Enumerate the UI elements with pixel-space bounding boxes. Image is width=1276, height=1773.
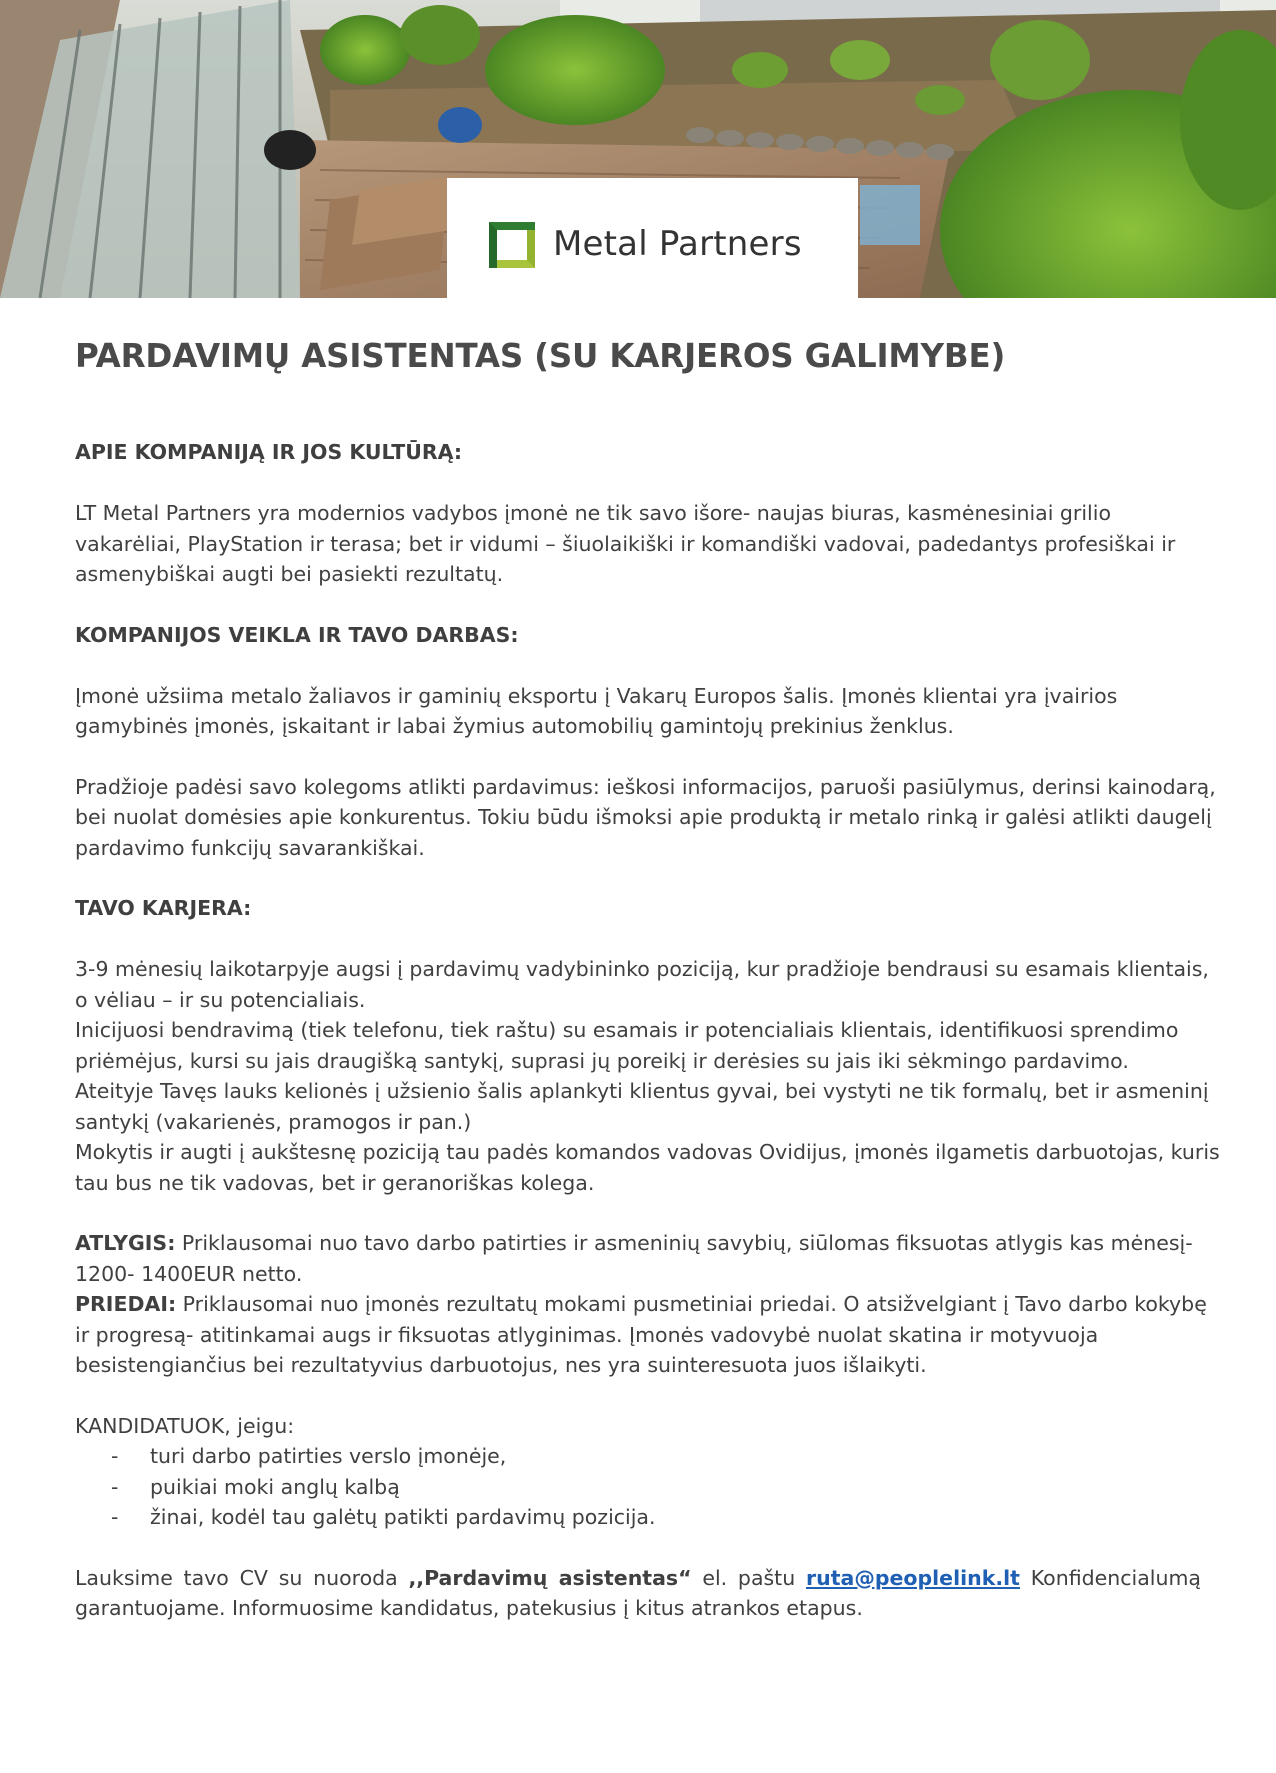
text-line: Ateityje Tavęs lauks kelionės į užsienio šalis aplankyti klientus gyvai, bei vystyti ne tik formalų, bet ir asmeninį (75, 1079, 1209, 1103)
list-item-text: žinai, kodėl tau galėtų patikti pardavimų pozicija. (150, 1505, 656, 1529)
text-line: 1200- 1400EUR netto. (75, 1261, 303, 1286)
header-banner (0, 0, 1276, 298)
text-line: Pradžioje padėsi savo kolegoms atlikti pardavimus: ieškosi informacijos, paruoši pasiūlymus, derinsi kainodarą, (75, 774, 1216, 799)
salary-line (75, 1228, 1201, 1259)
page-title: PARDAVIMŲ ASISTENTAS (SU KARJEROS GALIMYBE) (75, 337, 1006, 375)
list-item-text: puikiai moki anglų kalbą (150, 1474, 400, 1499)
text-line: bei nuolat domėsies apie konkurentus. Tokiu būdu išmoksi apie produktą ir metalo rinką ir galėsi atlikti daugelį (75, 805, 1212, 829)
requirements-list (75, 1441, 1201, 1533)
closing-line-1 (75, 1563, 1201, 1594)
text-line: ir progresą- atitinkamai augs ir fiksuotas atlyginimas. Įmonės vadovybė nuolat skatina ir motyvuoja (75, 1322, 1099, 1347)
career-paragraph (75, 954, 1220, 1198)
text-line: tau bus ne tik vadovas, bet ir geranoriškas kolega. (75, 1170, 595, 1195)
list-item (75, 1472, 1201, 1503)
section-heading-activity: KOMPANIJOS VEIKLA IR TAVO DARBAS: (75, 622, 519, 647)
bullet-dash: - (111, 1444, 119, 1468)
salary-label: ATLYGIS: (75, 1231, 176, 1255)
closing-paragraph (75, 1563, 1201, 1624)
list-item (75, 1441, 1201, 1472)
email-link[interactable]: ruta@peoplelink.lt (805, 1565, 1020, 1590)
closing-text: Konfidencialumą (1019, 1565, 1201, 1590)
text-line: 3-9 mėnesių laikotarpyje augsi į pardavimų vadybininko poziciją, kur pradžioje bendrausi su esamais klientais, (75, 957, 1209, 981)
apply-intro: KANDIDATUOK, jeigu: (75, 1413, 295, 1438)
text-line: santykį (vakarienės, pramogos ir pan.) (75, 1109, 472, 1134)
bullet-dash: - (111, 1474, 119, 1499)
text-line: Inicijuosi bendravimą (tiek telefonu, tiek raštu) su esamais ir potencialiais klientais, identifikuosi sprendimo (75, 1018, 1179, 1042)
text-line: garantuojame. Informuosime kandidatus, patekusius į kitus atrankos etapus. (75, 1596, 863, 1620)
section-heading-career: TAVO KARJERA: (75, 896, 252, 920)
position-reference: ,,Pardavimų asistentas“ (408, 1565, 692, 1590)
salary-text: Priklausomai nuo tavo darbo patirties ir asmeninių savybių, siūlomas fiksuotas atlygis kas mėnesį- (175, 1231, 1193, 1255)
activity-paragraph-1 (75, 681, 1201, 742)
metal-partners-logo-icon (489, 222, 535, 268)
activity-paragraph-2 (75, 772, 1216, 864)
company-paragraph (75, 498, 1201, 590)
pay-paragraph (75, 1228, 1207, 1381)
section-heading-company: APIE KOMPANIJĄ IR JOS KULTŪRĄ: (75, 440, 463, 464)
job-posting (75, 332, 1220, 1654)
bonus-label: PRIEDAI: (75, 1292, 177, 1316)
text-line: Įmonė užsiima metalo žaliavos ir gaminių eksportu į Vakarų Europos šalis. Įmonės klientai yra įvairios (75, 683, 1118, 708)
logo-wordmark: Metal Partners (553, 224, 802, 264)
closing-text: Lauksime tavo CV su nuoroda (75, 1565, 409, 1590)
text-line: Mokytis ir augti į aukštesnę poziciją tau padės komandos vadovas Ovidijus, įmonės ilgametis darbuotojas, kuris (75, 1140, 1220, 1164)
bullet-dash: - (111, 1505, 119, 1529)
text-line: vakarėliai, PlayStation ir terasa; bet ir vidumi – šiuolaikiški ir komandiški vadovai, padedantys profesiškai ir (75, 531, 1176, 556)
closing-text: el. paštu (691, 1565, 806, 1590)
text-line: o vėliau – ir su potencialiais. (75, 987, 366, 1012)
bonus-line (75, 1289, 1207, 1320)
list-item-text: turi darbo patirties verslo įmonėje, (150, 1444, 507, 1468)
company-logo (447, 178, 858, 298)
text-line: pardavimo funkcijų savarankiškai. (75, 835, 425, 860)
text-line: besistengiančius bei rezultatyvius darbuotojus, nes yra suinteresuota juos išlaikyti. (75, 1353, 927, 1377)
list-item (75, 1502, 1201, 1533)
text-line: asmenybiškai augti bei pasiekti rezultatų. (75, 562, 504, 586)
text-line: gamybinės įmonės, įskaitant ir labai žymius automobilių gamintojų prekinius ženklus. (75, 714, 954, 738)
text-line: LT Metal Partners yra modernios vadybos įmonė ne tik savo išore- naujas biuras, kasmėnesiniai grilio (75, 501, 1111, 525)
text-line: priėmėjus, kursi su jais draugišką santykį, suprasi jų poreikį ir derėsies su jais iki sėkmingo pardavimo. (75, 1048, 1129, 1073)
bonus-text: Priklausomai nuo įmonės rezultatų mokami pusmetiniai priedai. O atsižvelgiant į Tavo darbo kokybę (176, 1292, 1207, 1316)
